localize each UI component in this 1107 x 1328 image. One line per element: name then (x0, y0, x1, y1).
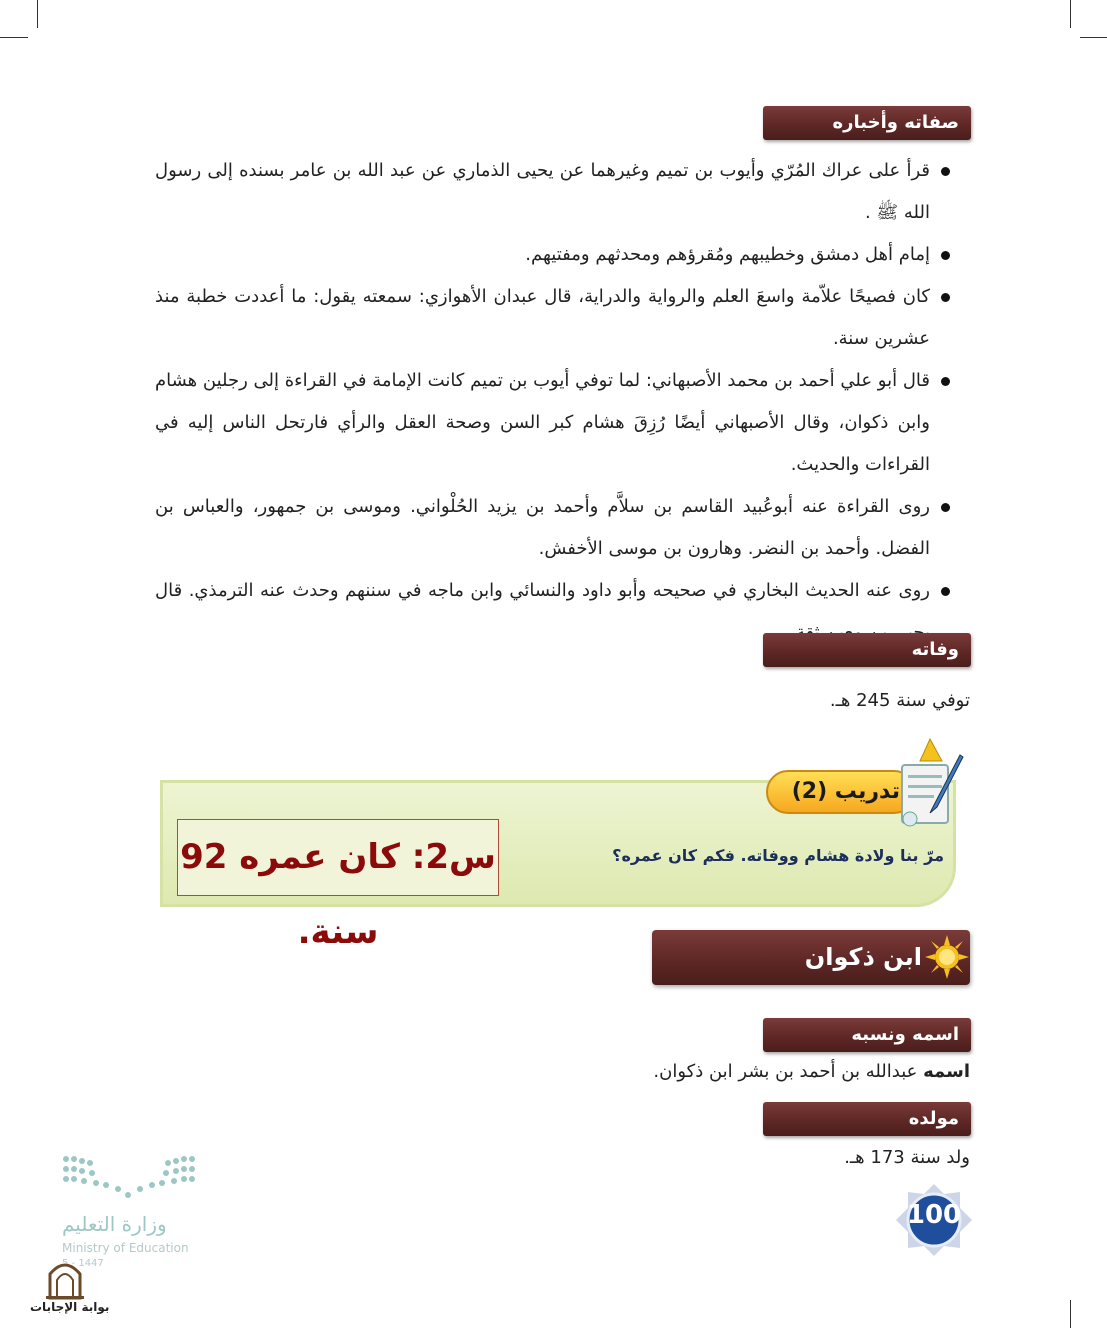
bullet-icon (941, 167, 950, 176)
section-title: وفاته (911, 639, 959, 660)
bullet-icon (941, 377, 950, 386)
list-item: روى عنه الحديث البخاري في صحيحه وأبو داود والنسائي وابن ماجه في سننهم وحدث عنه الترمذي. قال (155, 570, 950, 654)
list-item: كان فصيحًا علاّمة واسعَ العلم والرواية والدراية، قال عبدان الأهوازي: سمعته يقول: ما أعددت خطبة منذ عشرين سنة. (155, 276, 950, 360)
lineage-label: اسمه (923, 1061, 970, 1082)
training-label: تدريب (2) (766, 770, 916, 814)
training-question: مرّ بنا ولادة هشام ووفاته. فكم كان عمره؟ (612, 846, 944, 865)
training-answer: س2: كان عمره 92 سنة. (177, 819, 499, 896)
ministry-logo-icon (62, 1155, 196, 1199)
section-header-person (652, 930, 970, 985)
crop-mark (1070, 0, 1071, 28)
section-title: ابن ذكوان (804, 943, 922, 971)
pencil-clipboard-icon (890, 735, 972, 830)
list-item: روى القراءة عنه أبوعُبيد القاسم بن سلاَّم وأحمد بن يزيد الحُلْواني. وموسى بن جمهور، والعباس بن الفضل. وأحمد بن النضر. وهارون بن موسى الأخفش. (155, 486, 950, 570)
section-title: مولده (908, 1108, 959, 1129)
lineage-text (653, 1061, 970, 1082)
lineage-value: عبدالله بن أحمد بن بشر ابن ذكوان. (653, 1061, 924, 1082)
list-item: إمام أهل دمشق وخطيبهم ومُقرؤهم ومحدثهم ومفتيهم. (155, 234, 950, 276)
ministry-name-english: Ministry of Education (62, 1241, 189, 1255)
ministry-name-arabic: وزارة التعليم (62, 1212, 167, 1236)
death-text: توفي سنة 245 هـ. (829, 690, 970, 711)
crop-mark (1070, 1300, 1071, 1328)
crop-mark (0, 37, 28, 38)
traits-list (155, 150, 950, 654)
bullet-icon (941, 587, 950, 596)
list-item: قال أبو علي أحمد بن محمد الأصبهاني: لما توفي أيوب بن تميم كانت الإمامة في القراءة إلى رجلين هشام وابن ذكوان، وقال الأصبهاني أيضًا رُزِقَ هشام كبر السن وصحة العقل والرأي فارتحل الناس إليه في القراءات والحديث. (155, 360, 950, 486)
section-header-birth (763, 1102, 971, 1136)
birth-text: ولد سنة 173 هـ. (844, 1147, 970, 1168)
crop-mark (37, 0, 38, 28)
mosque-logo-icon (44, 1256, 86, 1300)
bullet-icon (941, 293, 950, 302)
section-title: اسمه ونسبه (851, 1024, 959, 1045)
list-item: قرأ على عراك المُرّي وأيوب بن تميم وغيرهما عن يحيى الذماري عن عبد الله بن عامر بسنده إلى رسول الله ﷺ . (155, 150, 950, 234)
section-title: صفاته وأخباره (832, 112, 959, 133)
ministry-year: 5 - 1447 (62, 1258, 104, 1269)
section-header-lineage (763, 1018, 971, 1052)
bullet-icon (941, 503, 950, 512)
crop-mark (1080, 37, 1107, 38)
page-number: 100 (906, 1200, 962, 1230)
brand-name: بوابة الإجابات (30, 1300, 110, 1314)
bullet-icon (941, 251, 950, 260)
section-header-death (763, 633, 971, 667)
sun-icon (925, 935, 969, 979)
section-header-traits (763, 106, 971, 140)
